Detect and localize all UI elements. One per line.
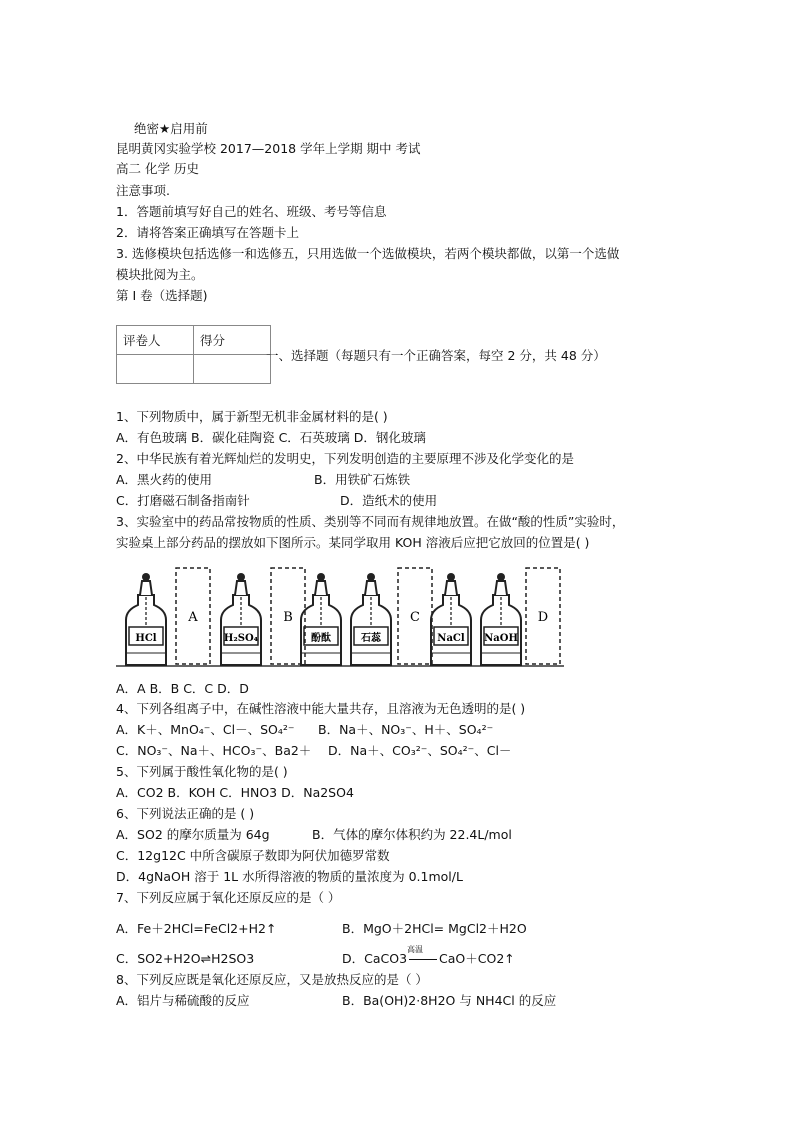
reagent-bottle [301, 573, 341, 665]
reaction-condition: 高温 [407, 945, 424, 954]
question-6-option-c: C．12g12C 中所含碳原子数即为阿伏加德罗常数 [116, 848, 390, 863]
question-4-stem: 4、下列各组离子中，在碱性溶液中能大量共存，且溶液为无色透明的是( ) [116, 701, 526, 716]
score-cell [194, 355, 271, 384]
question-4-option-d: D．Na＋、CO₃²⁻、SO₄²⁻、Cl－ [328, 743, 512, 758]
empty-slot [176, 568, 210, 664]
bottle-label: H₂SO₄ [223, 633, 259, 644]
question-5-stem: 5、下列属于酸性氧化物的是( ) [116, 764, 288, 779]
question-6-option-b: B．气体的摩尔体积约为 22.4L/mol [312, 827, 512, 842]
empty-slot [398, 568, 432, 664]
empty-slot [526, 568, 560, 664]
bottle-label: 石蕊 [361, 633, 381, 644]
part-title: 第 I 卷（选择题) [116, 288, 208, 303]
question-8-option-b: B．Ba(OH)2·8H2O 与 NH4Cl 的反应 [342, 993, 557, 1008]
question-5-options: A．CO2 B．KOH C．HNO3 D．Na2SO4 [116, 785, 354, 800]
question-6-option-d: D．4gNaOH 溶于 1L 水所得溶液的物质的量浓度为 0.1mol/L [116, 869, 463, 884]
question-7-option-d [342, 945, 515, 968]
question-1-stem: 1、下列物质中，属于新型无机非金属材料的是( ) [116, 409, 388, 424]
question-6-option-a: A．SO2 的摩尔质量为 64g [116, 827, 270, 842]
note-item: 2．请将答案正确填写在答题卡上 [116, 225, 299, 240]
score-label: 得分 [194, 326, 271, 355]
note-item: 模块批阅为主。 [116, 267, 204, 282]
reagent-bottle [481, 573, 521, 665]
grader-cell [117, 355, 194, 384]
question-1-options: A．有色玻璃 B．碳化硅陶瓷 C．石英玻璃 D．钢化玻璃 [116, 430, 426, 445]
note-item: 3. 选修模块包括选修一和选修五，只用选做一个选做模块，若两个模块都做，以第一个选做 [116, 246, 620, 261]
section-title: 一、选择题（每题只有一个正确答案，每空 2 分，共 48 分） [266, 348, 606, 363]
question-2-option-b: B．用铁矿石炼铁 [314, 472, 411, 487]
question-8-option-a: A．铝片与稀硫酸的反应 [116, 993, 250, 1008]
reagent-bottle [221, 573, 261, 665]
question-2-option-d: D．造纸术的使用 [340, 493, 438, 508]
reagent-bottle [126, 573, 166, 665]
question-4-option-c: C．NO₃⁻、Na＋、HCO₃⁻、Ba2＋ [116, 743, 312, 758]
question-3-stem-2: 实验桌上部分药品的摆放如下图所示。某同学取用 KOH 溶液后应把它放回的位置是( ) [116, 535, 590, 550]
bottle-label: NaCl [437, 633, 465, 644]
bottle-label: 酚酞 [311, 633, 331, 644]
question-7-option-d-product: CaO＋CO2↑ [439, 951, 515, 966]
exam-title: 昆明黄冈实验学校 2017—2018 学年上学期 期中 考试 [116, 141, 421, 156]
slot-label: C [410, 610, 420, 625]
reagent-bottle [431, 573, 471, 665]
note-item: 1．答题前填写好自己的姓名、班级、考号等信息 [116, 204, 387, 219]
bottle-label: HCl [135, 633, 157, 644]
notes-heading: 注意事项. [116, 183, 170, 198]
question-3-stem-1: 3、实验室中的药品常按物质的性质、类别等不同而有规律地放置。在做“酸的性质”实验时， [116, 514, 625, 529]
question-6-stem: 6、下列说法正确的是 ( ) [116, 806, 255, 821]
question-7-option-a: A．Fe＋2HCl=FeCl2+H2↑ [116, 921, 277, 936]
reagent-shelf-figure [116, 565, 566, 670]
question-8-stem: 8、下列反应既是氧化还原反应，又是放热反应的是（ ） [116, 972, 428, 987]
grader-label: 评卷人 [117, 326, 194, 355]
question-2-option-c: C．打磨磁石制备指南针 [116, 493, 250, 508]
question-7-stem: 7、下列反应属于氧化还原反应的是（ ） [116, 890, 341, 905]
question-7-option-c: C．SO2+H2O⇌H2SO3 [116, 951, 255, 966]
slot-label: D [537, 610, 549, 625]
bottle-label: NaOH [484, 633, 518, 644]
question-2-stem: 2、中华民族有着光辉灿烂的发明史，下列发明创造的主要原理不涉及化学变化的是 [116, 451, 574, 466]
slot-label: B [283, 610, 293, 625]
question-3-options: A．A B．B C．C D．D [116, 681, 249, 696]
question-4-option-a: A．K＋、MnO₄⁻、Cl－、SO₄²⁻ [116, 722, 295, 737]
question-2-option-a: A．黑火药的使用 [116, 472, 213, 487]
reagent-bottle [351, 573, 391, 665]
secret-label: 绝密★启用前 [134, 121, 208, 136]
subject-line: 高二 化学 历史 [116, 161, 199, 176]
high-temperature-arrow [407, 945, 439, 968]
slot-label: A [188, 610, 198, 625]
empty-slot [271, 568, 305, 664]
question-7-option-b: B．MgO＋2HCl= MgCl2＋H2O [342, 921, 527, 936]
question-7-option-d-reactant: D．CaCO3 [342, 951, 408, 966]
score-table [116, 325, 271, 384]
question-4-option-b: B．Na＋、NO₃⁻、H＋、SO₄²⁻ [318, 722, 494, 737]
